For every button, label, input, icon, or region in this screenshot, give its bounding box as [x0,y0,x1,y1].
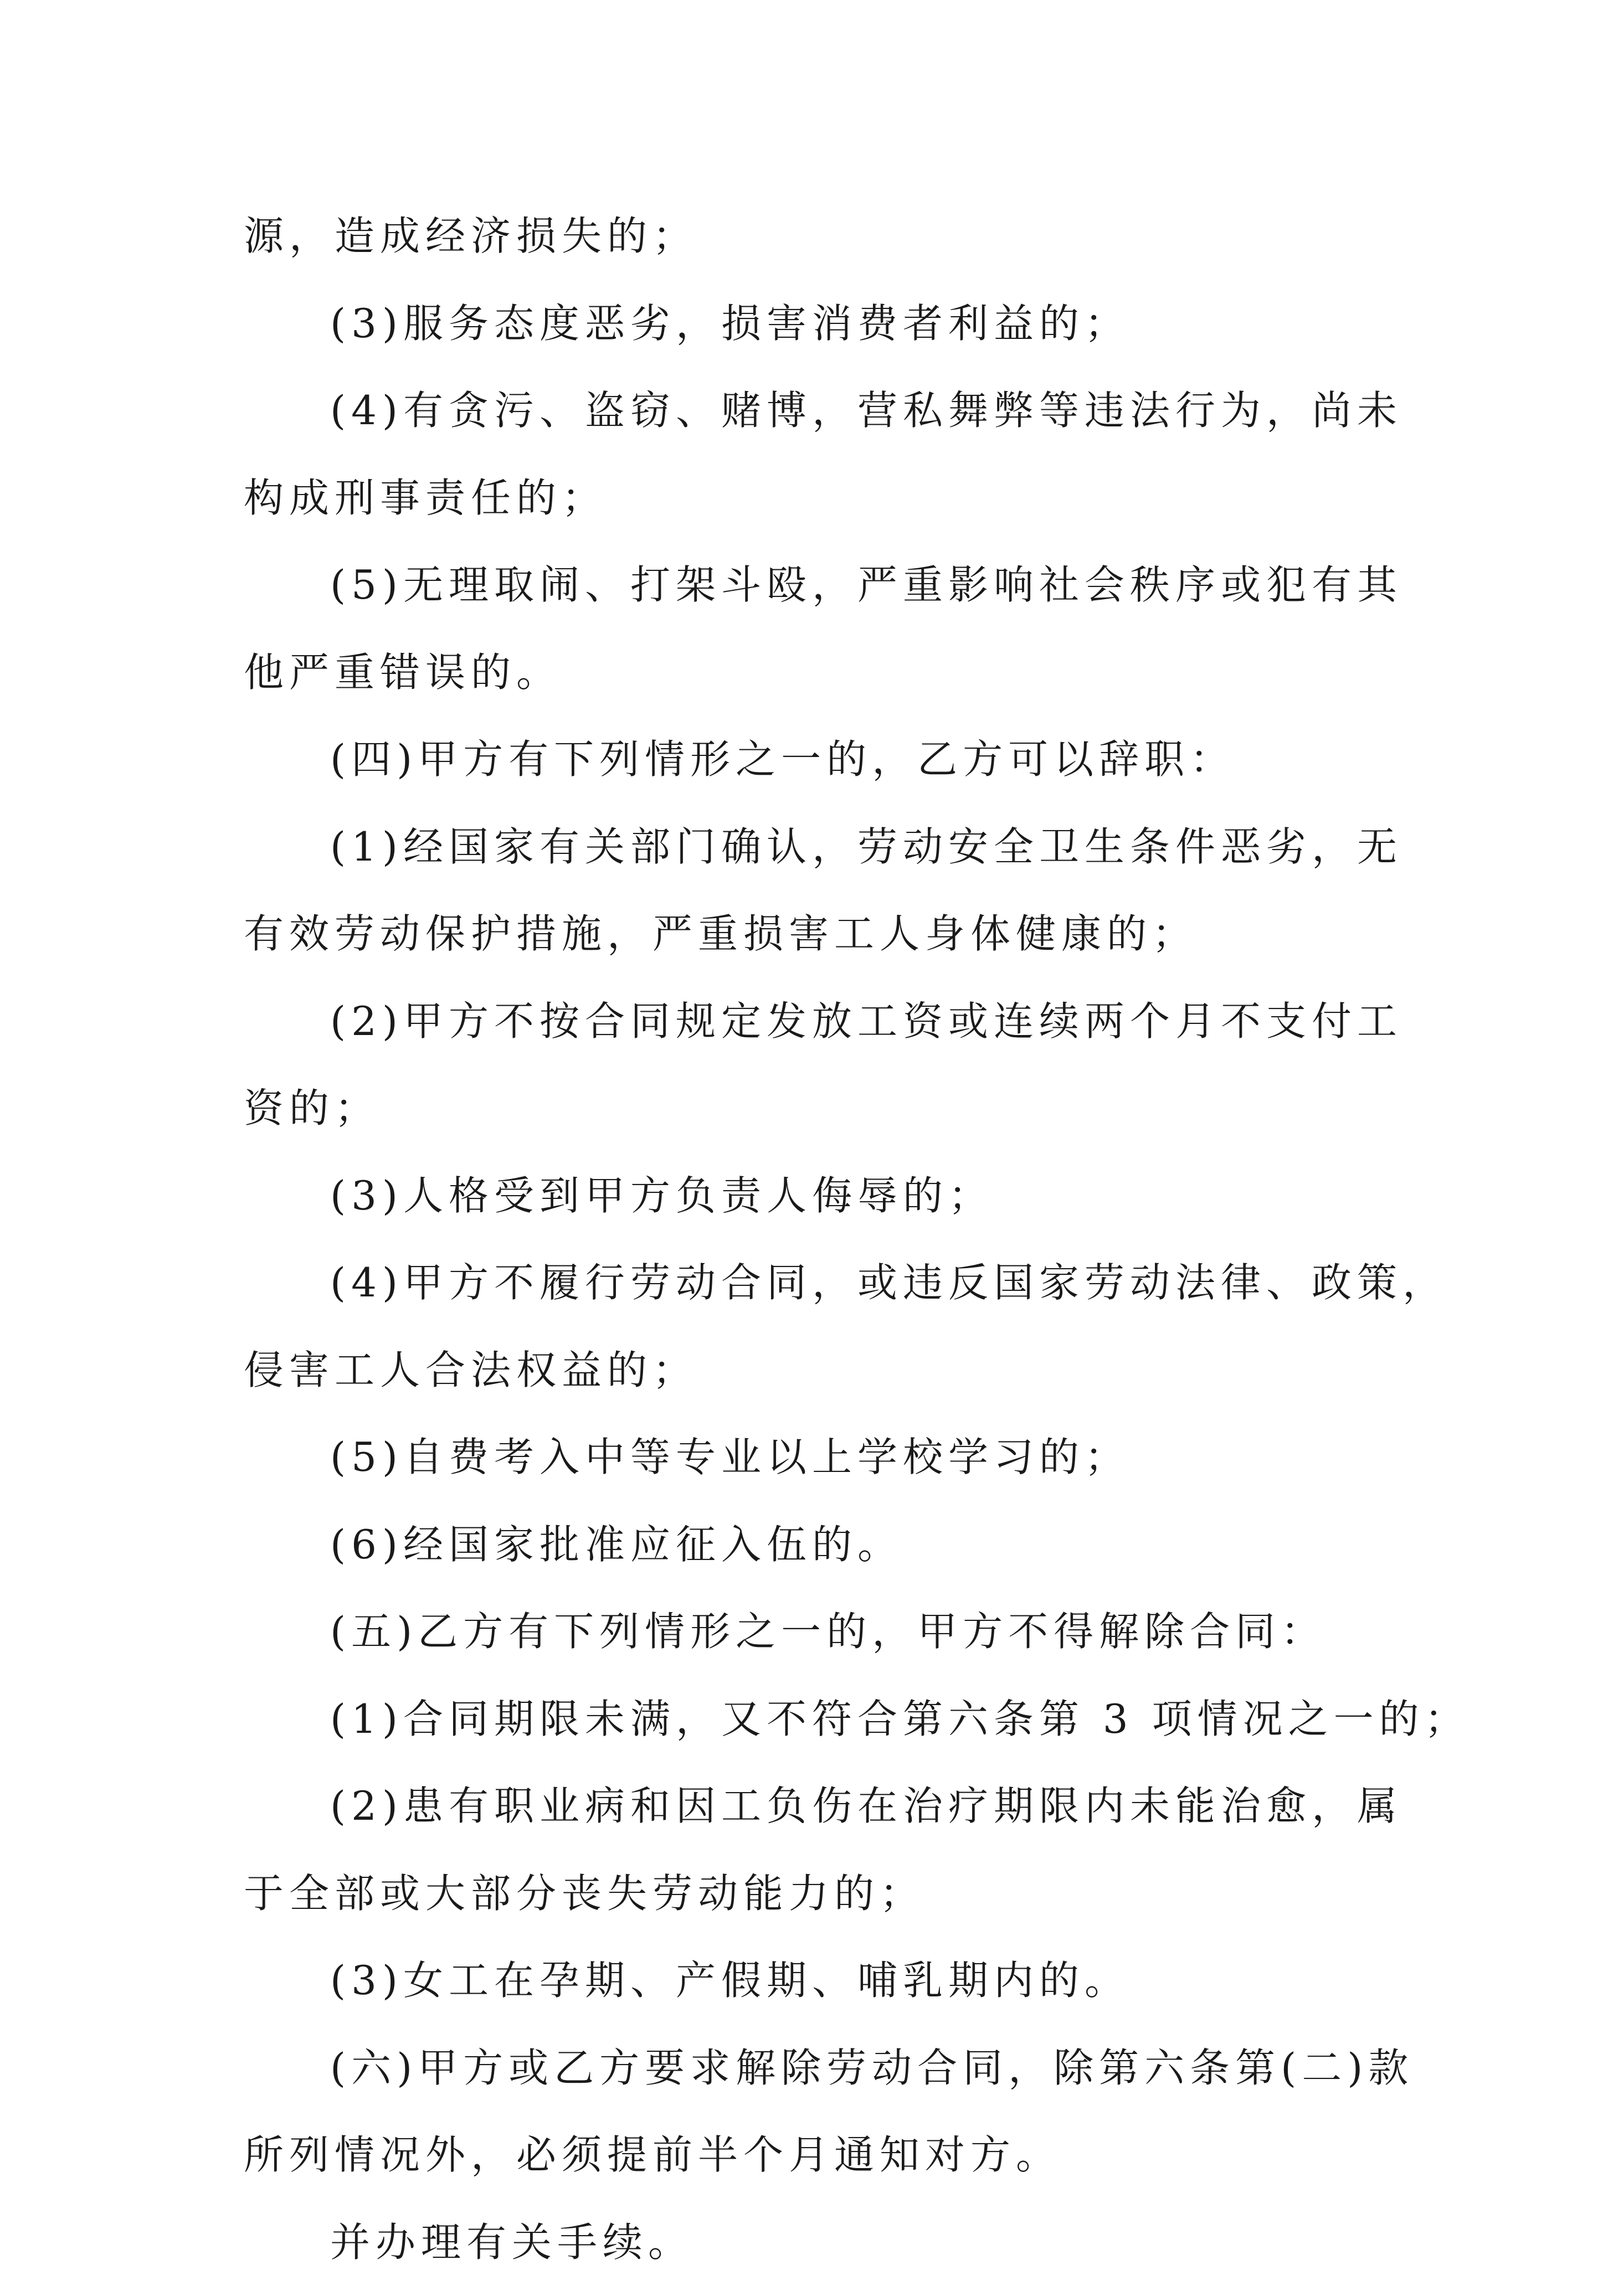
text-line: (4)甲方不履行劳动合同，或违反国家劳动法律、政策， [244,1249,1365,1337]
text-line: (2)患有职业病和因工负伤在治疗期限内未能治愈，属 [244,1773,1365,1860]
text-line: (1)经国家有关部门确认，劳动安全卫生条件恶劣，无 [244,814,1365,901]
text-line: 所列情况外，必须提前半个月通知对方。 [244,2122,1365,2209]
text-line: (五)乙方有下列情形之一的，甲方不得解除合同： [244,1598,1365,1686]
text-line: (5)无理取闹、打架斗殴，严重影响社会秩序或犯有其 [244,552,1365,639]
text-line: (1)合同期限未满，又不符合第六条第 3 项情况之一的； [244,1686,1365,1773]
text-line: 有效劳动保护措施，严重损害工人身体健康的； [244,900,1365,988]
text-line: (5)自费考入中等专业以上学校学习的； [244,1424,1365,1511]
text-line: (3)女工在孕期、产假期、哺乳期内的。 [244,1947,1365,2035]
text-line: 他严重错误的。 [244,639,1365,727]
text-line: (六)甲方或乙方要求解除劳动合同，除第六条第(二)款 [244,2035,1365,2122]
text-line: (2)甲方不按合同规定发放工资或连续两个月不支付工 [244,988,1365,1075]
document-body [244,203,1365,2296]
text-line: 并办理有关手续。 [244,2209,1365,2296]
text-line: (6)经国家批准应征入伍的。 [244,1511,1365,1599]
text-line: 源，造成经济损失的； [244,203,1365,290]
text-line: 侵害工人合法权益的； [244,1337,1365,1424]
text-line: 资的； [244,1075,1365,1162]
text-line: (4)有贪污、盗窃、赌博，营私舞弊等违法行为，尚未 [244,377,1365,465]
text-line: (3)人格受到甲方负责人侮辱的； [244,1162,1365,1250]
text-line: (四)甲方有下列情形之一的，乙方可以辞职： [244,726,1365,814]
text-line: 于全部或大部分丧失劳动能力的； [244,1860,1365,1948]
text-line: 构成刑事责任的； [244,465,1365,552]
text-line: (3)服务态度恶劣，损害消费者利益的； [244,290,1365,378]
